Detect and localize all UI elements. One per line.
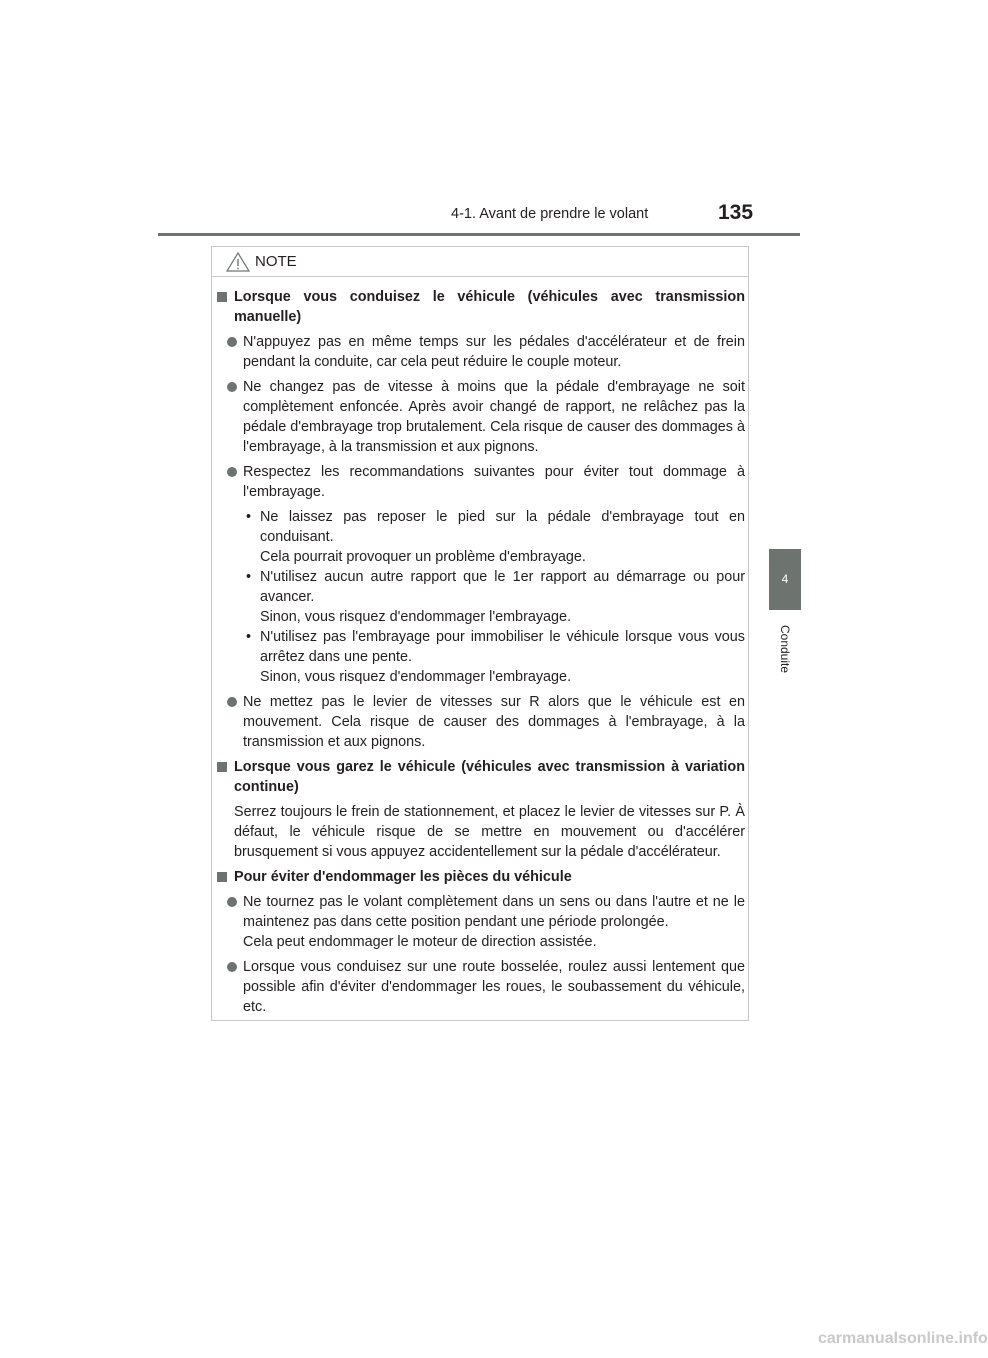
warning-triangle-icon (226, 252, 250, 272)
heading-text: Lorsque vous garez le véhicule (véhicules avec transmission à variation continue) (234, 759, 745, 795)
circle-bullet-icon (227, 382, 237, 392)
note-box (211, 246, 749, 1021)
square-bullet-icon (217, 872, 227, 882)
heading-text: Pour éviter d'endommager les pièces du véhicule (234, 869, 572, 885)
note-title: NOTE (255, 253, 297, 270)
dot-marker: • (246, 569, 252, 585)
circle-bullet-icon (227, 962, 237, 972)
sub-item (217, 567, 745, 607)
dot-marker: • (246, 629, 252, 645)
header-rule (158, 233, 800, 236)
bullet-item (217, 957, 745, 1017)
bullet-item (217, 892, 745, 952)
bullet-note: Cela peut endommager le moteur de direction assistée. (243, 934, 597, 950)
dot-marker: • (246, 509, 252, 525)
sub-list (217, 507, 745, 687)
circle-bullet-icon (227, 337, 237, 347)
heading-text: Lorsque vous conduisez le véhicule (véhicules avec transmission manuelle) (234, 289, 745, 325)
sub-item-text: N'utilisez pas l'embrayage pour immobiliser le véhicule lorsque vous vous arrêtez dans une pente. (260, 629, 745, 665)
sub-item-note: Sinon, vous risquez d'endommager l'embrayage. (260, 609, 572, 625)
circle-bullet-icon (227, 467, 237, 477)
circle-bullet-icon (227, 897, 237, 907)
section-heading (217, 287, 745, 327)
bullet-text: Lorsque vous conduisez sur une route bosselée, roulez aussi lentement que possible afin d'éviter d'endommager les roues, le soubassement du véhicule, etc. (243, 959, 745, 1015)
bullet-item (217, 332, 745, 372)
sub-item-text: Ne laissez pas reposer le pied sur la pédale d'embrayage tout en conduisant. (260, 509, 745, 545)
bullet-item (217, 462, 745, 502)
header-section: 4-1. Avant de prendre le volant (451, 206, 649, 222)
sub-item-note: Cela pourrait provoquer un problème d'embrayage. (260, 549, 586, 565)
watermark: carmanualsonline.info (818, 1330, 988, 1347)
bullet-text: Ne tournez pas le volant complètement dans un sens ou dans l'autre et ne le maintenez pas dans cette position pendant une période prolongée. (243, 894, 745, 930)
sub-item-note: Sinon, vous risquez d'endommager l'embrayage. (260, 669, 572, 685)
square-bullet-icon (217, 292, 227, 302)
page-number: 135 (718, 201, 754, 224)
sub-item (217, 507, 745, 547)
section-heading (217, 757, 745, 797)
section-heading (217, 867, 745, 887)
bullet-text: N'appuyez pas en même temps sur les pédales d'accélérateur et de frein pendant la conduite, car cela peut réduire le couple moteur. (243, 334, 745, 370)
circle-bullet-icon (227, 697, 237, 707)
sub-item-text: N'utilisez aucun autre rapport que le 1er rapport au démarrage ou pour avancer. (260, 569, 745, 605)
bullet-text: Ne mettez pas le levier de vitesses sur R alors que le véhicule est en mouvement. Cela risque de causer des dommages à l'embrayage, à la transmission et aux pignons. (243, 694, 745, 750)
bullet-text: Respectez les recommandations suivantes pour éviter tout dommage à l'embrayage. (243, 464, 745, 500)
chapter-tab: 4 (769, 549, 801, 610)
chapter-label: Conduite (778, 624, 792, 674)
sub-item (217, 627, 745, 667)
square-bullet-icon (217, 762, 227, 772)
paragraph: Serrez toujours le frein de stationnement, et placez le levier de vitesses sur P. À défaut, le véhicule risque de se mettre en mouvement ou d'accélérer brusquement si vous appuyez accidentellement sur la pédale d'accélérateur. (234, 804, 745, 860)
bullet-text: Ne changez pas de vitesse à moins que la pédale d'embrayage ne soit complètement enfoncée. Après avoir changé de rapport, ne relâchez pas la pédale d'embrayage trop brutalement. Cela risque de causer des dommages à l'embrayage, à la transmission et aux pignons. (243, 379, 745, 455)
bullet-item (217, 692, 745, 752)
bullet-item (217, 377, 745, 457)
note-header (212, 247, 748, 277)
note-body (217, 287, 745, 1022)
